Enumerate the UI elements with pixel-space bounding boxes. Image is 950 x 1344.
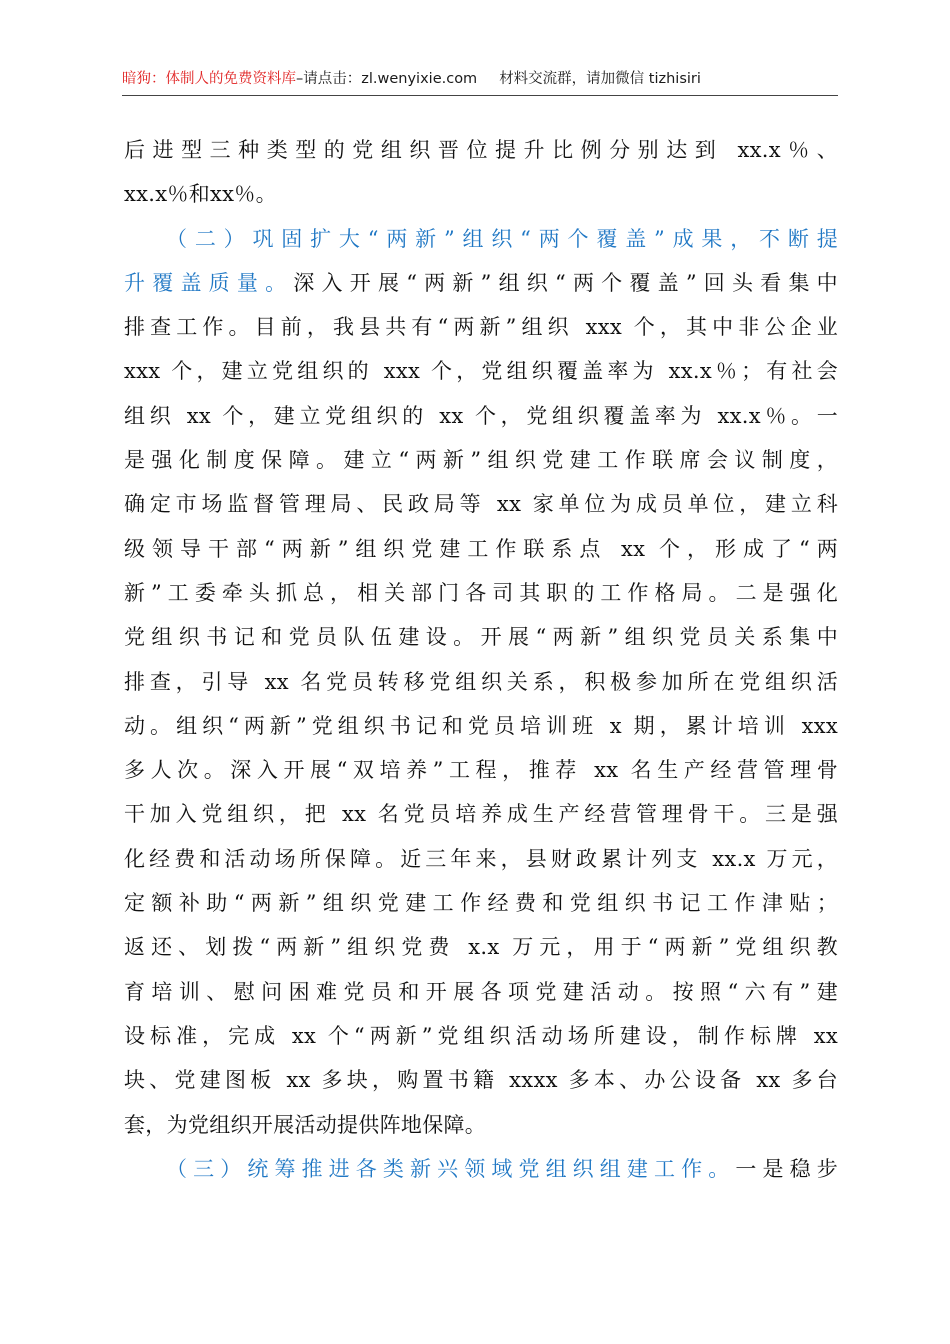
page-header [122,66,837,92]
body-line [124,261,838,305]
body-text: 党组织书记和党员队伍建设。开展“两新”组织党员关系集中 [124,625,838,650]
body-line [124,394,838,438]
body-text: 化经费和活动场所保障。近三年来，县财政累计列支 xx.x 万元， [124,846,838,871]
body-line [124,217,838,261]
header-wechat-note: 材料交流群，请加微信 tizhisiri [499,71,701,87]
body-text: xxx 个，建立党组织的 xxx 个，党组织覆盖率为 xx.x％；有社会 [124,359,838,384]
body-line [124,970,838,1014]
body-line [124,1103,838,1147]
body-line [124,571,838,615]
body-line [124,482,838,526]
body-text: 后进型三种类型的党组织晋位提升比例分别达到 xx.x％、 [124,138,838,162]
body-text: 级领导干部“两新”组织党建工作联系点 xx 个，形成了“两 [124,536,838,561]
body-text: 套，为党组织开展活动提供阵地保障。 [124,1112,487,1137]
body-text: 定额补助“两新”组织党建工作经费和党组织书记工作津贴； [124,891,838,916]
body-text: 一是稳步 [735,1156,838,1181]
body-line [124,172,838,216]
body-line [124,1058,838,1102]
body-line [124,128,838,172]
body-line [124,438,838,482]
body-text: 排查，引导 xx 名党员转移党组织关系，积极参加所在党组织活 [124,669,838,694]
body-line [124,792,838,836]
section-heading: （二）巩固扩大“两新”组织“两个覆盖”成果，不断提 [166,226,838,251]
body-line [124,748,838,792]
body-text: 多人次。深入开展“双培养”工程，推荐 xx 名生产经营管理骨 [124,758,838,783]
header-site-name: 暗狗：体制人的免费资料库 [122,71,296,87]
body-text: 块、党建图板 xx 多块，购置书籍 xxxx 多本、办公设备 xx 多台 [124,1068,838,1093]
body-line [124,704,838,748]
body-line [124,527,838,571]
body-line [124,349,838,393]
body-text: 育培训、慰问困难党员和开展各项党建活动。按照“六有”建 [124,979,838,1004]
body-text: xx.x％和xx％。 [124,182,277,207]
body-line [124,837,838,881]
body-text: 新”工委牵头抓总，相关部门各司其职的工作格局。二是强化 [124,580,838,605]
body-text: 动。组织“两新”党组织书记和党员培训班 x 期，累计培训 xxx [124,713,838,738]
body-line [124,925,838,969]
section-heading: 升覆盖质量。 [124,270,294,295]
body-text: 确定市场监督管理局、民政局等 xx 家单位为成员单位，建立科 [124,492,838,517]
body-line [124,615,838,659]
body-line [124,305,838,349]
body-text: 是强化制度保障。建立“两新”组织党建工作联席会议制度， [124,448,838,473]
body-text: 返还、划拨“两新”组织党费 x.x 万元，用于“两新”党组织教 [124,935,838,960]
body-text: 干加入党组织，把 xx 名党员培养成生产经营管理骨干。三是强 [124,802,838,827]
body-text: 排查工作。目前，我县共有“两新”组织 xxx 个，其中非公企业 [124,315,838,340]
body-line [124,1147,838,1191]
body-line [124,1014,838,1058]
body-line [124,881,838,925]
body-line [124,660,838,704]
document-body [124,128,838,1191]
body-text: 组织 xx 个，建立党组织的 xx 个，党组织覆盖率为 xx.x％。一 [124,403,838,428]
body-text: 深入开展“两新”组织“两个覆盖”回头看集中 [293,270,838,295]
section-heading: （三）统筹推进各类新兴领域党组织组建工作。 [166,1156,736,1181]
header-divider [122,95,838,96]
body-text: 设标准，完成 xx 个“两新”党组织活动场所建设，制作标牌 xx [124,1023,838,1048]
header-link[interactable]: –请点击：zl.wenyixie.com [296,71,478,87]
